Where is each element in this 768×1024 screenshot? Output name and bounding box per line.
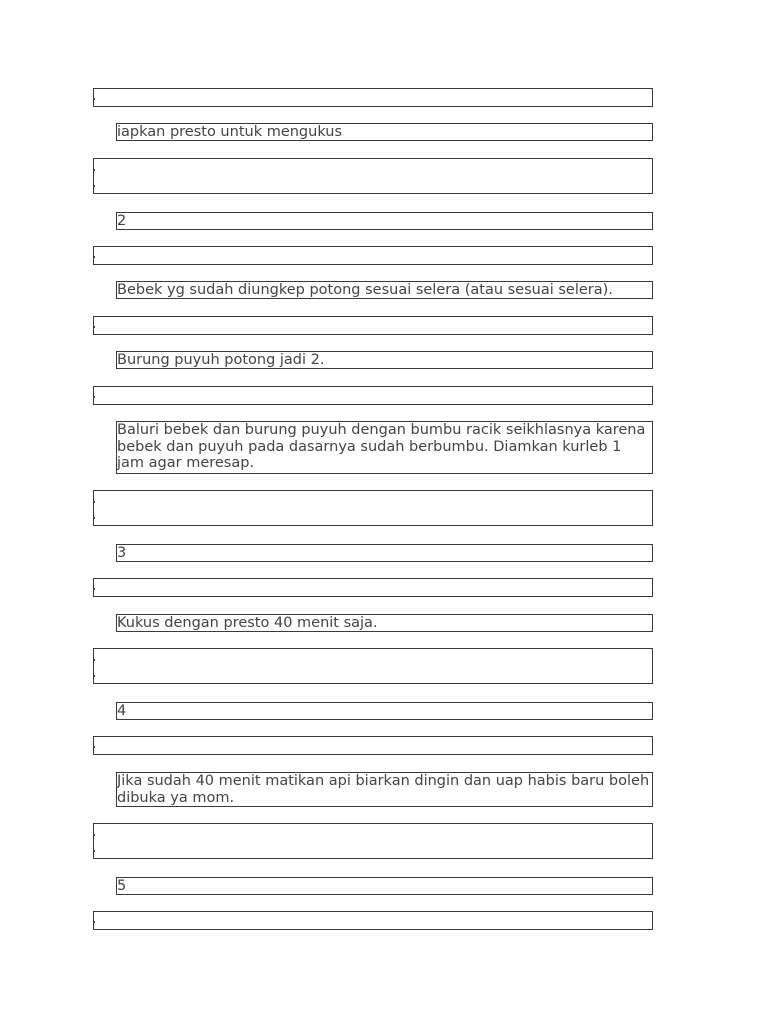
step-text: Jika sudah 40 menit matikan api biarkan dingin dan uap habis baru boleh dibuka ya mom. — [116, 772, 653, 807]
step-separator — [93, 490, 653, 526]
separator-bar — [93, 88, 653, 107]
step-text: Bebek yg sudah diungkep potong sesuai selera (atau sesuai selera). — [116, 281, 653, 299]
separator-bar — [93, 386, 653, 405]
separator-bar — [93, 246, 653, 265]
step-text: Baluri bebek dan burung puyuh dengan bumbu racik seikhlasnya karena bebek dan puyuh pada dasarnya sudah berbumbu. Diamkan kurleb 1 jam agar meresap. — [116, 421, 653, 474]
step-number: 5 — [116, 877, 653, 895]
step-text: Kukus dengan presto 40 menit saja. — [116, 614, 653, 632]
step-text: Burung puyuh potong jadi 2. — [116, 351, 653, 369]
separator-bar — [93, 578, 653, 597]
step-separator — [93, 648, 653, 684]
step-text: iapkan presto untuk mengukus — [116, 123, 653, 141]
step-separator — [93, 823, 653, 859]
separator-bar — [93, 911, 653, 930]
step-number: 4 — [116, 702, 653, 720]
separator-bar — [93, 736, 653, 755]
separator-bar — [93, 316, 653, 335]
step-separator — [93, 158, 653, 194]
step-number: 2 — [116, 212, 653, 230]
step-number: 3 — [116, 544, 653, 562]
